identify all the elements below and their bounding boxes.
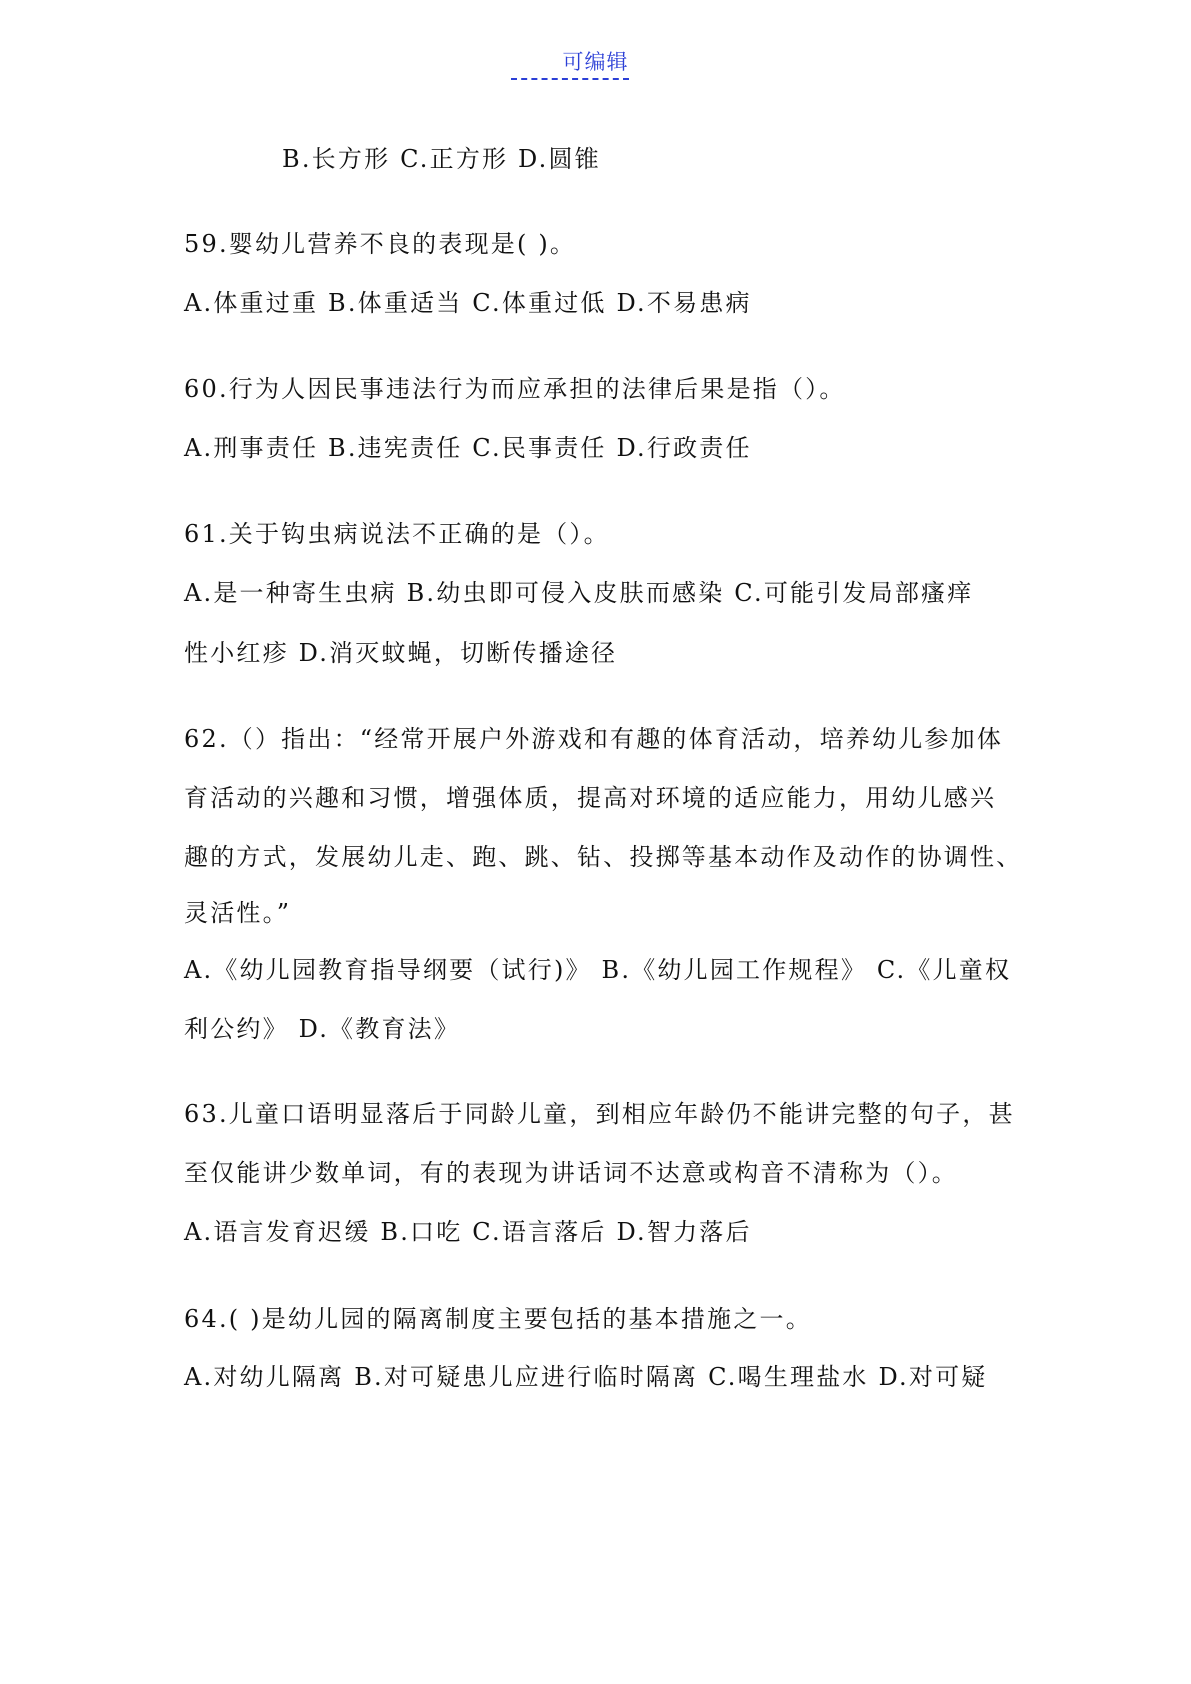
answer-options-q62-cont: 利公约》 D.《教育法》 — [184, 1015, 461, 1043]
answer-options-q58: B.长方形 C.正方形 D.圆锥 — [282, 145, 601, 173]
answer-options-q59: A.体重过重 B.体重适当 C.体重过低 D.不易患病 — [184, 289, 752, 317]
page-header — [0, 46, 1191, 80]
editable-link[interactable] — [563, 46, 629, 80]
editable-link-label: 可编辑 — [562, 50, 629, 74]
question-63-cont: 至仅能讲少数单词，有的表现为讲话词不达意或构音不清称为（）。 — [184, 1159, 958, 1187]
answer-options-q61-cont: 性小红疹 D.消灭蚊蝇，切断传播途径 — [184, 639, 618, 667]
question-64: 64.( )是幼儿园的隔离制度主要包括的基本措施之一。 — [184, 1305, 812, 1333]
answer-options-q64: A.对幼儿隔离 B.对可疑患儿应进行临时隔离 C.喝生理盐水 D.对可疑 — [184, 1363, 988, 1391]
question-62-cont-3: 灵活性。” — [184, 899, 292, 927]
answer-options-q63: A.语言发育迟缓 B.口吃 C.语言落后 D.智力落后 — [184, 1218, 752, 1246]
question-59: 59.婴幼儿营养不良的表现是( )。 — [184, 230, 577, 258]
question-60: 60.行为人因民事违法行为而应承担的法律后果是指（）。 — [184, 375, 846, 403]
dashed-underline — [511, 78, 629, 80]
question-62: 62.（）指出：“经常开展户外游戏和有趣的体育活动，培养幼儿参加体 — [184, 725, 1004, 753]
question-62-cont-1: 育活动的兴趣和习惯，增强体质，提高对环境的适应能力，用幼儿感兴 — [184, 784, 997, 812]
answer-options-q60: A.刑事责任 B.违宪责任 C.民事责任 D.行政责任 — [184, 434, 752, 462]
question-61: 61.关于钩虫病说法不正确的是（）。 — [184, 520, 610, 548]
question-63: 63.儿童口语明显落后于同龄儿童，到相应年龄仍不能讲完整的句子，甚 — [184, 1100, 1015, 1128]
question-62-cont-2: 趣的方式，发展幼儿走、跑、跳、钻、投掷等基本动作及动作的协调性、 — [184, 843, 1023, 871]
answer-options-q61: A.是一种寄生虫病 B.幼虫即可侵入皮肤而感染 C.可能引发局部瘙痒 — [184, 579, 974, 607]
answer-options-q62: A.《幼儿园教育指导纲要（试行)》 B.《幼儿园工作规程》 C.《儿童权 — [184, 956, 1012, 984]
